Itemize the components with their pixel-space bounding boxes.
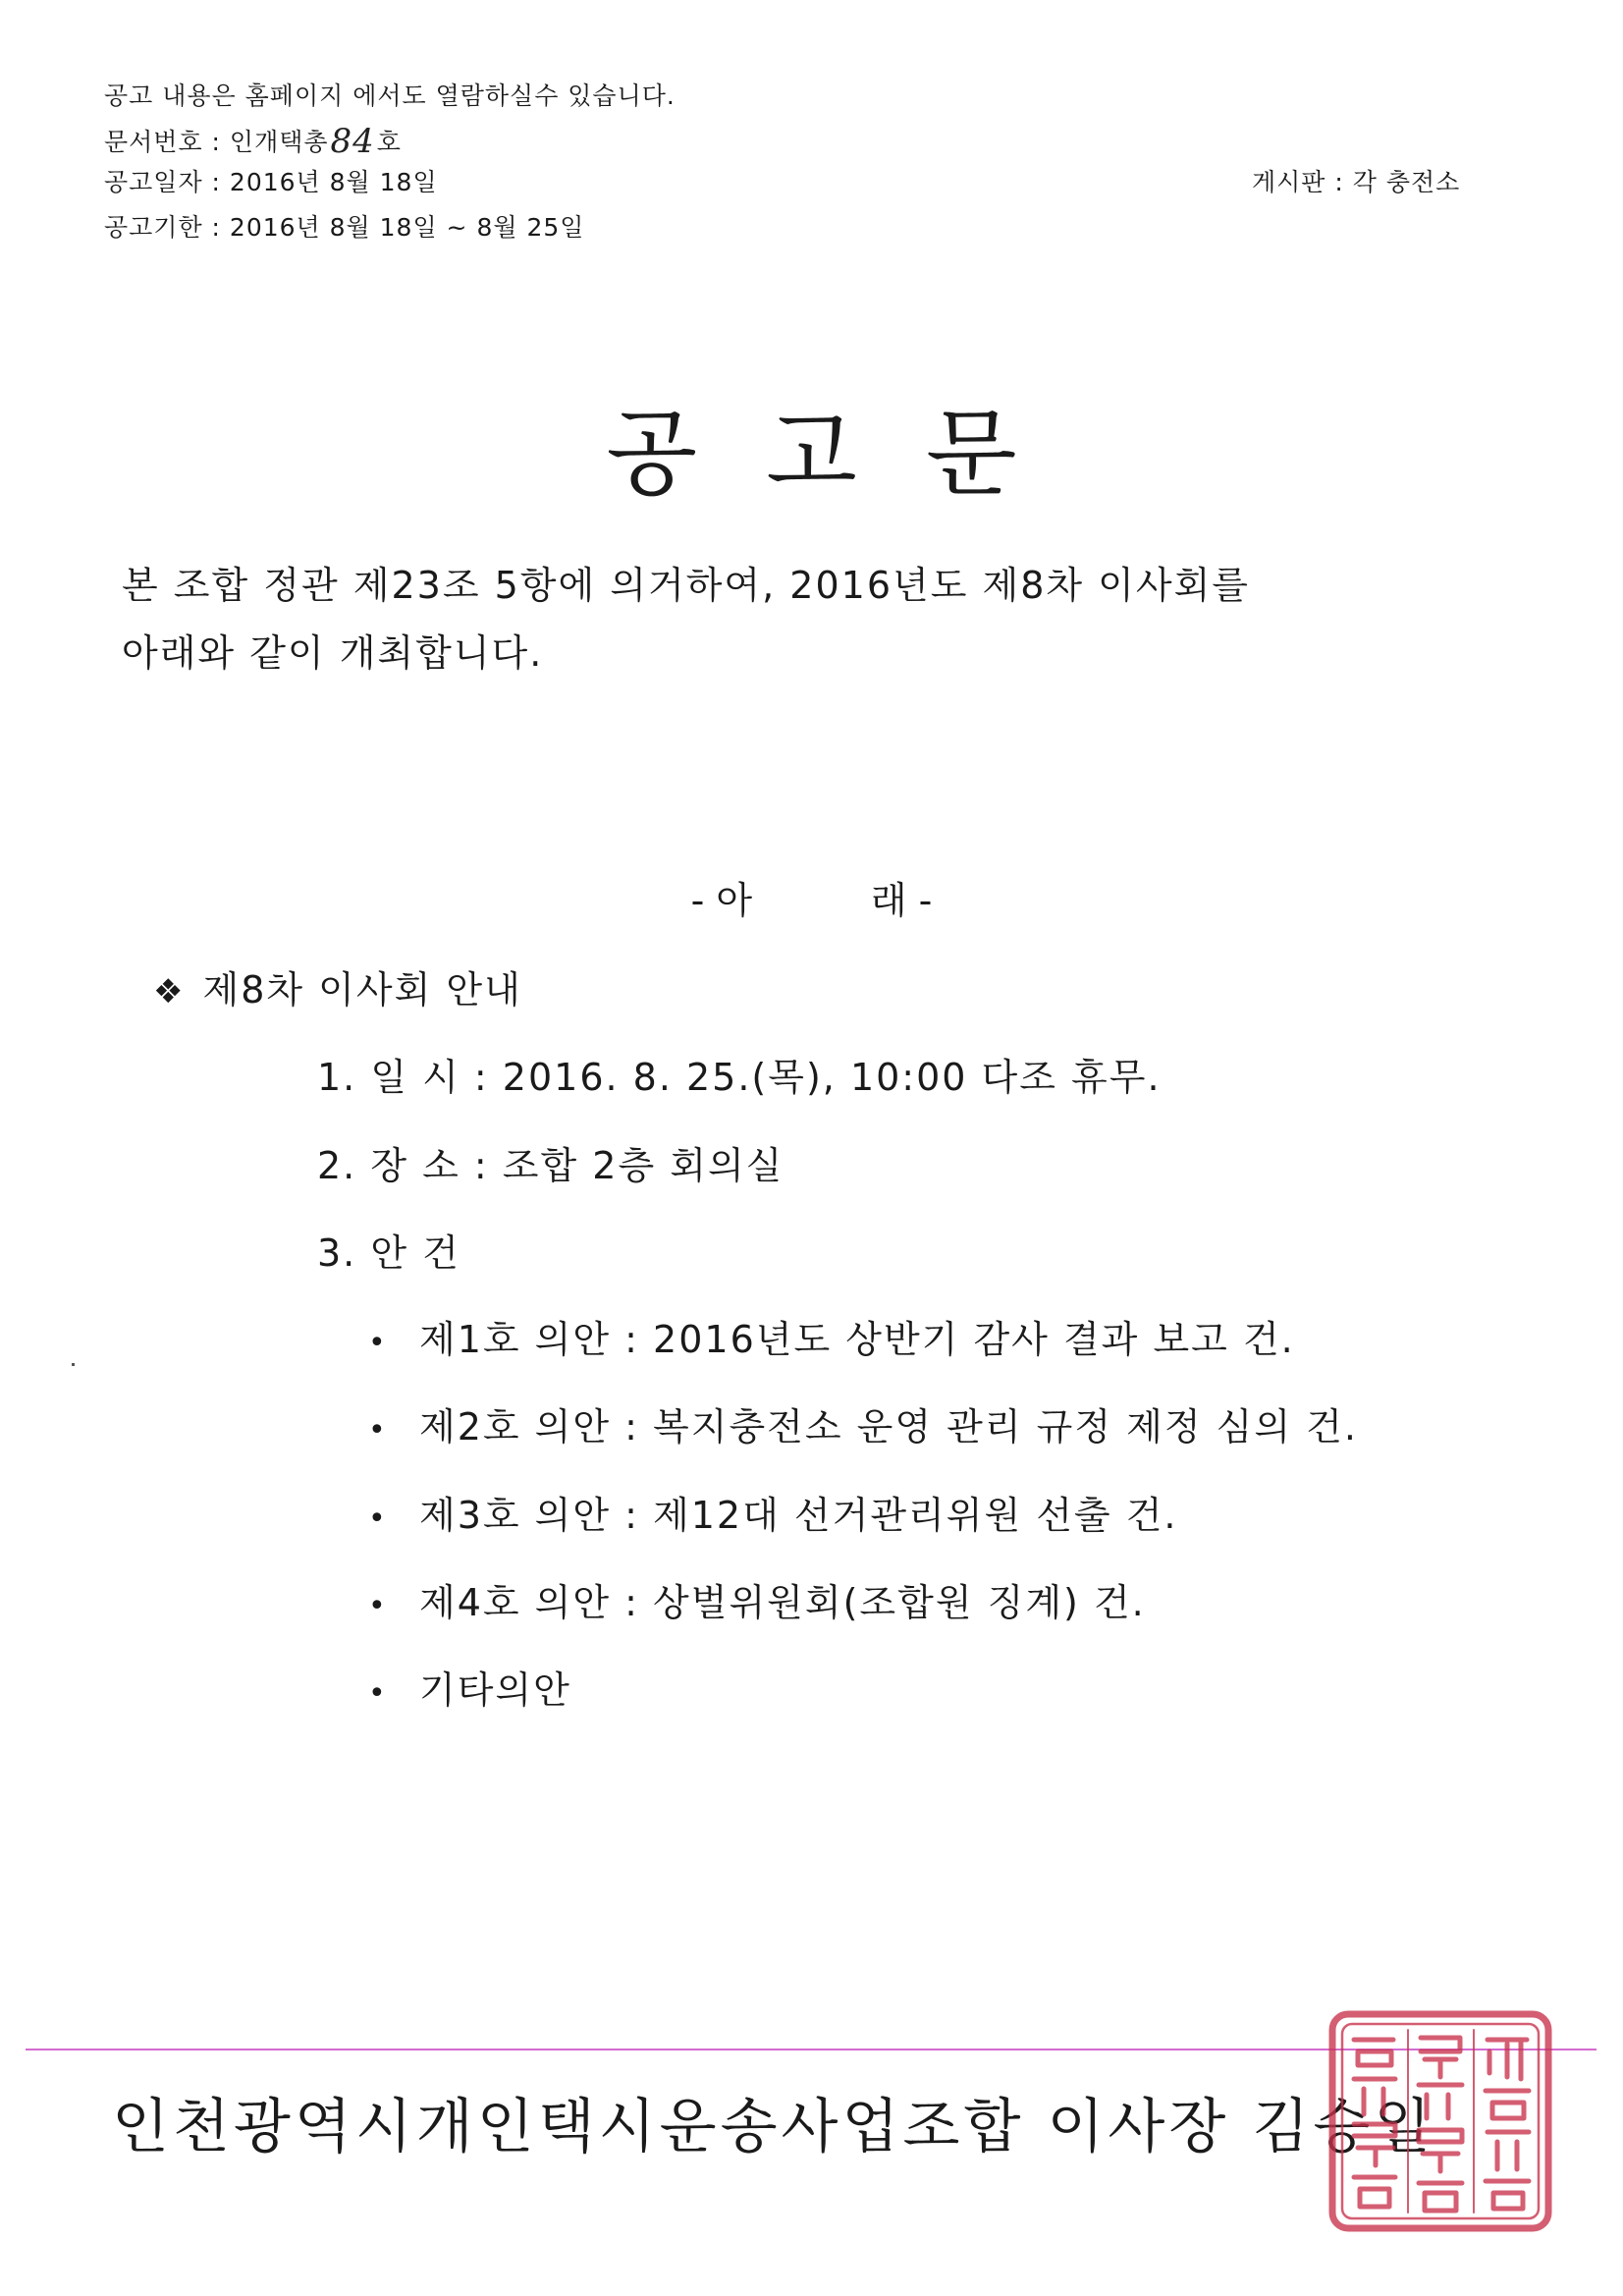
bulletin-board: 게시판 : 각 충전소 xyxy=(1252,168,1461,196)
below-heading: - 아 래 - xyxy=(690,879,933,922)
agenda-item-text: 제2호 의안 : 복지충전소 운영 관리 규정 제정 심의 건. xyxy=(419,1405,1358,1449)
diamond-icon: ❖ xyxy=(153,972,186,1011)
bullet-icon: • xyxy=(368,1326,388,1360)
bullet-icon: • xyxy=(368,1589,388,1623)
document-number xyxy=(104,120,402,159)
agenda-item xyxy=(368,1485,1178,1539)
document-number-handwritten: 84 xyxy=(330,122,375,161)
issuer-signature-line: 인천광역시개인택시운송사업조합 이사장 김승일 xyxy=(112,2093,1435,2161)
agenda-item xyxy=(368,1396,1358,1450)
document-number-suffix: 호 xyxy=(376,128,402,156)
homepage-notice-line: 공고 내용은 홈페이지 에서도 열람하실수 있습니다. xyxy=(104,82,676,110)
document-number-prefix: 문서번호 : 인개택총 xyxy=(104,128,329,156)
bullet-icon: • xyxy=(368,1502,388,1536)
scan-speck xyxy=(72,1363,75,1366)
agenda-item-text: 제4호 의안 : 상벌위원회(조합원 징계) 건. xyxy=(419,1581,1146,1624)
notice-date: 공고일자 : 2016년 8월 18일 xyxy=(104,168,438,196)
bullet-icon: • xyxy=(368,1676,388,1711)
agenda-item-text: 제3호 의안 : 제12대 선거관리위원 선출 건. xyxy=(419,1494,1178,1537)
agenda-item-text: 제1호 의안 : 2016년도 상반기 감사 결과 보고 건. xyxy=(419,1318,1295,1361)
section-heading xyxy=(153,959,522,1013)
bullet-icon: • xyxy=(368,1413,388,1448)
item-place: 2. 장 소 : 조합 2층 회의실 xyxy=(317,1144,784,1187)
intro-line-2: 아래와 같이 개최합니다. xyxy=(122,631,544,675)
notice-period: 공고기한 : 2016년 8월 18일 ~ 8월 25일 xyxy=(104,213,585,242)
intro-line-1: 본 조합 정관 제23조 5항에 의거하여, 2016년도 제8차 이사회를 xyxy=(122,564,1250,607)
agenda-item-text: 기타의안 xyxy=(419,1668,571,1712)
agenda-item xyxy=(368,1572,1146,1626)
agenda-item xyxy=(368,1660,571,1714)
document-title: 공고문 xyxy=(606,399,1086,509)
section-title: 제8차 이사회 안내 xyxy=(202,968,522,1011)
item-agenda-heading: 3. 안 건 xyxy=(317,1231,460,1275)
official-seal-icon xyxy=(1321,2000,1561,2241)
item-date-time: 1. 일 시 : 2016. 8. 25.(목), 10:00 다조 휴무. xyxy=(317,1056,1162,1099)
agenda-item xyxy=(368,1309,1295,1363)
